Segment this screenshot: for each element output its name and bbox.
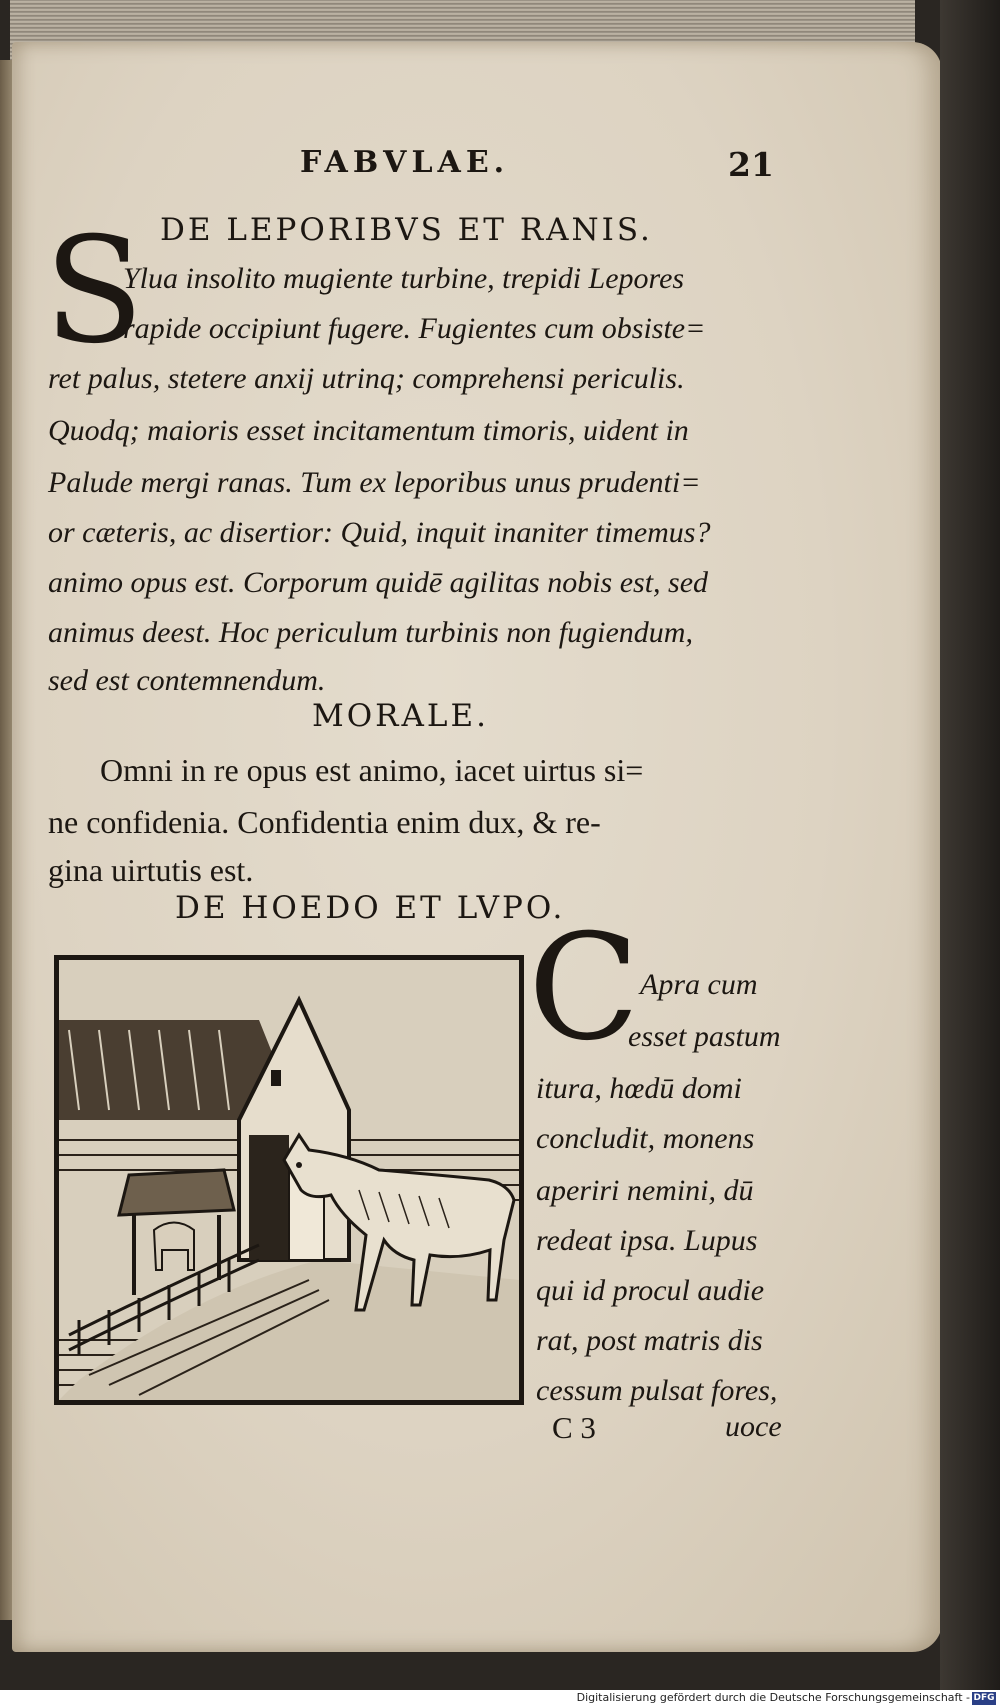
text-line: Quodq; maioris esset incitamentum timoris, uident in [48, 414, 689, 447]
moral-line: ne confidenia. Confidentia enim dux, & re- [48, 804, 601, 840]
goat-house-wolf-woodcut-icon [54, 955, 524, 1405]
page-number: 21 [728, 145, 774, 184]
catchword: uoce [725, 1410, 782, 1443]
scanner-background [940, 0, 1000, 1690]
text-line: rapide occipiunt fugere. Fugientes cum obsiste= [123, 312, 706, 345]
text-line: ret palus, stetere anxij utrinq; comprehensi periculis. [48, 362, 685, 395]
text-line: concludit, monens [536, 1122, 755, 1155]
fable-title-hares-frogs: DE LEPORIBVS ET RANIS. [160, 212, 653, 248]
drop-cap-s: S [44, 206, 145, 376]
text-line: animus deest. Hoc periculum turbinis non fugiendum, [48, 616, 693, 649]
text-line: or cæteris, ac disertior: Quid, inquit inaniter timemus? [48, 516, 711, 549]
footer-credit: Digitalisierung gefördert durch die Deutsche Forschungsgemeinschaft - [576, 1691, 970, 1704]
moral-title: MORALE. [312, 698, 489, 734]
text-line: cessum pulsat fores, [536, 1374, 778, 1407]
text-line: qui id procul audie [536, 1274, 765, 1307]
text-line: Ylua insolito mugiente turbine, trepidi Lepores [123, 262, 685, 295]
signature-mark: C 3 [552, 1410, 596, 1445]
text-line: aperiri nemini, dū [536, 1174, 754, 1207]
moral-line: gina uirtutis est. [48, 852, 254, 888]
text-line: animo opus est. Corporum quidē agilitas nobis est, sed [48, 566, 709, 599]
dfg-logo: DFG [973, 1693, 995, 1703]
drop-cap-c: C [528, 903, 640, 1073]
moral-line: Omni in re opus est animo, iacet uirtus si= [100, 752, 644, 788]
text-line: rat, post matris dis [536, 1324, 763, 1357]
fable-title-kid-wolf: DE HOEDO ET LVPO. [175, 890, 566, 926]
text-line: itura, hœdū domi [536, 1072, 742, 1105]
running-head: FABVLAE. [300, 145, 510, 180]
text-line: sed est contemnendum. [48, 664, 326, 697]
text-line: esset pastum [628, 1020, 781, 1053]
text-line: Palude mergi ranas. Tum ex leporibus unus prudenti= [48, 466, 701, 499]
text-line: redeat ipsa. Lupus [536, 1224, 758, 1257]
text-line: Apra cum [640, 968, 758, 1001]
